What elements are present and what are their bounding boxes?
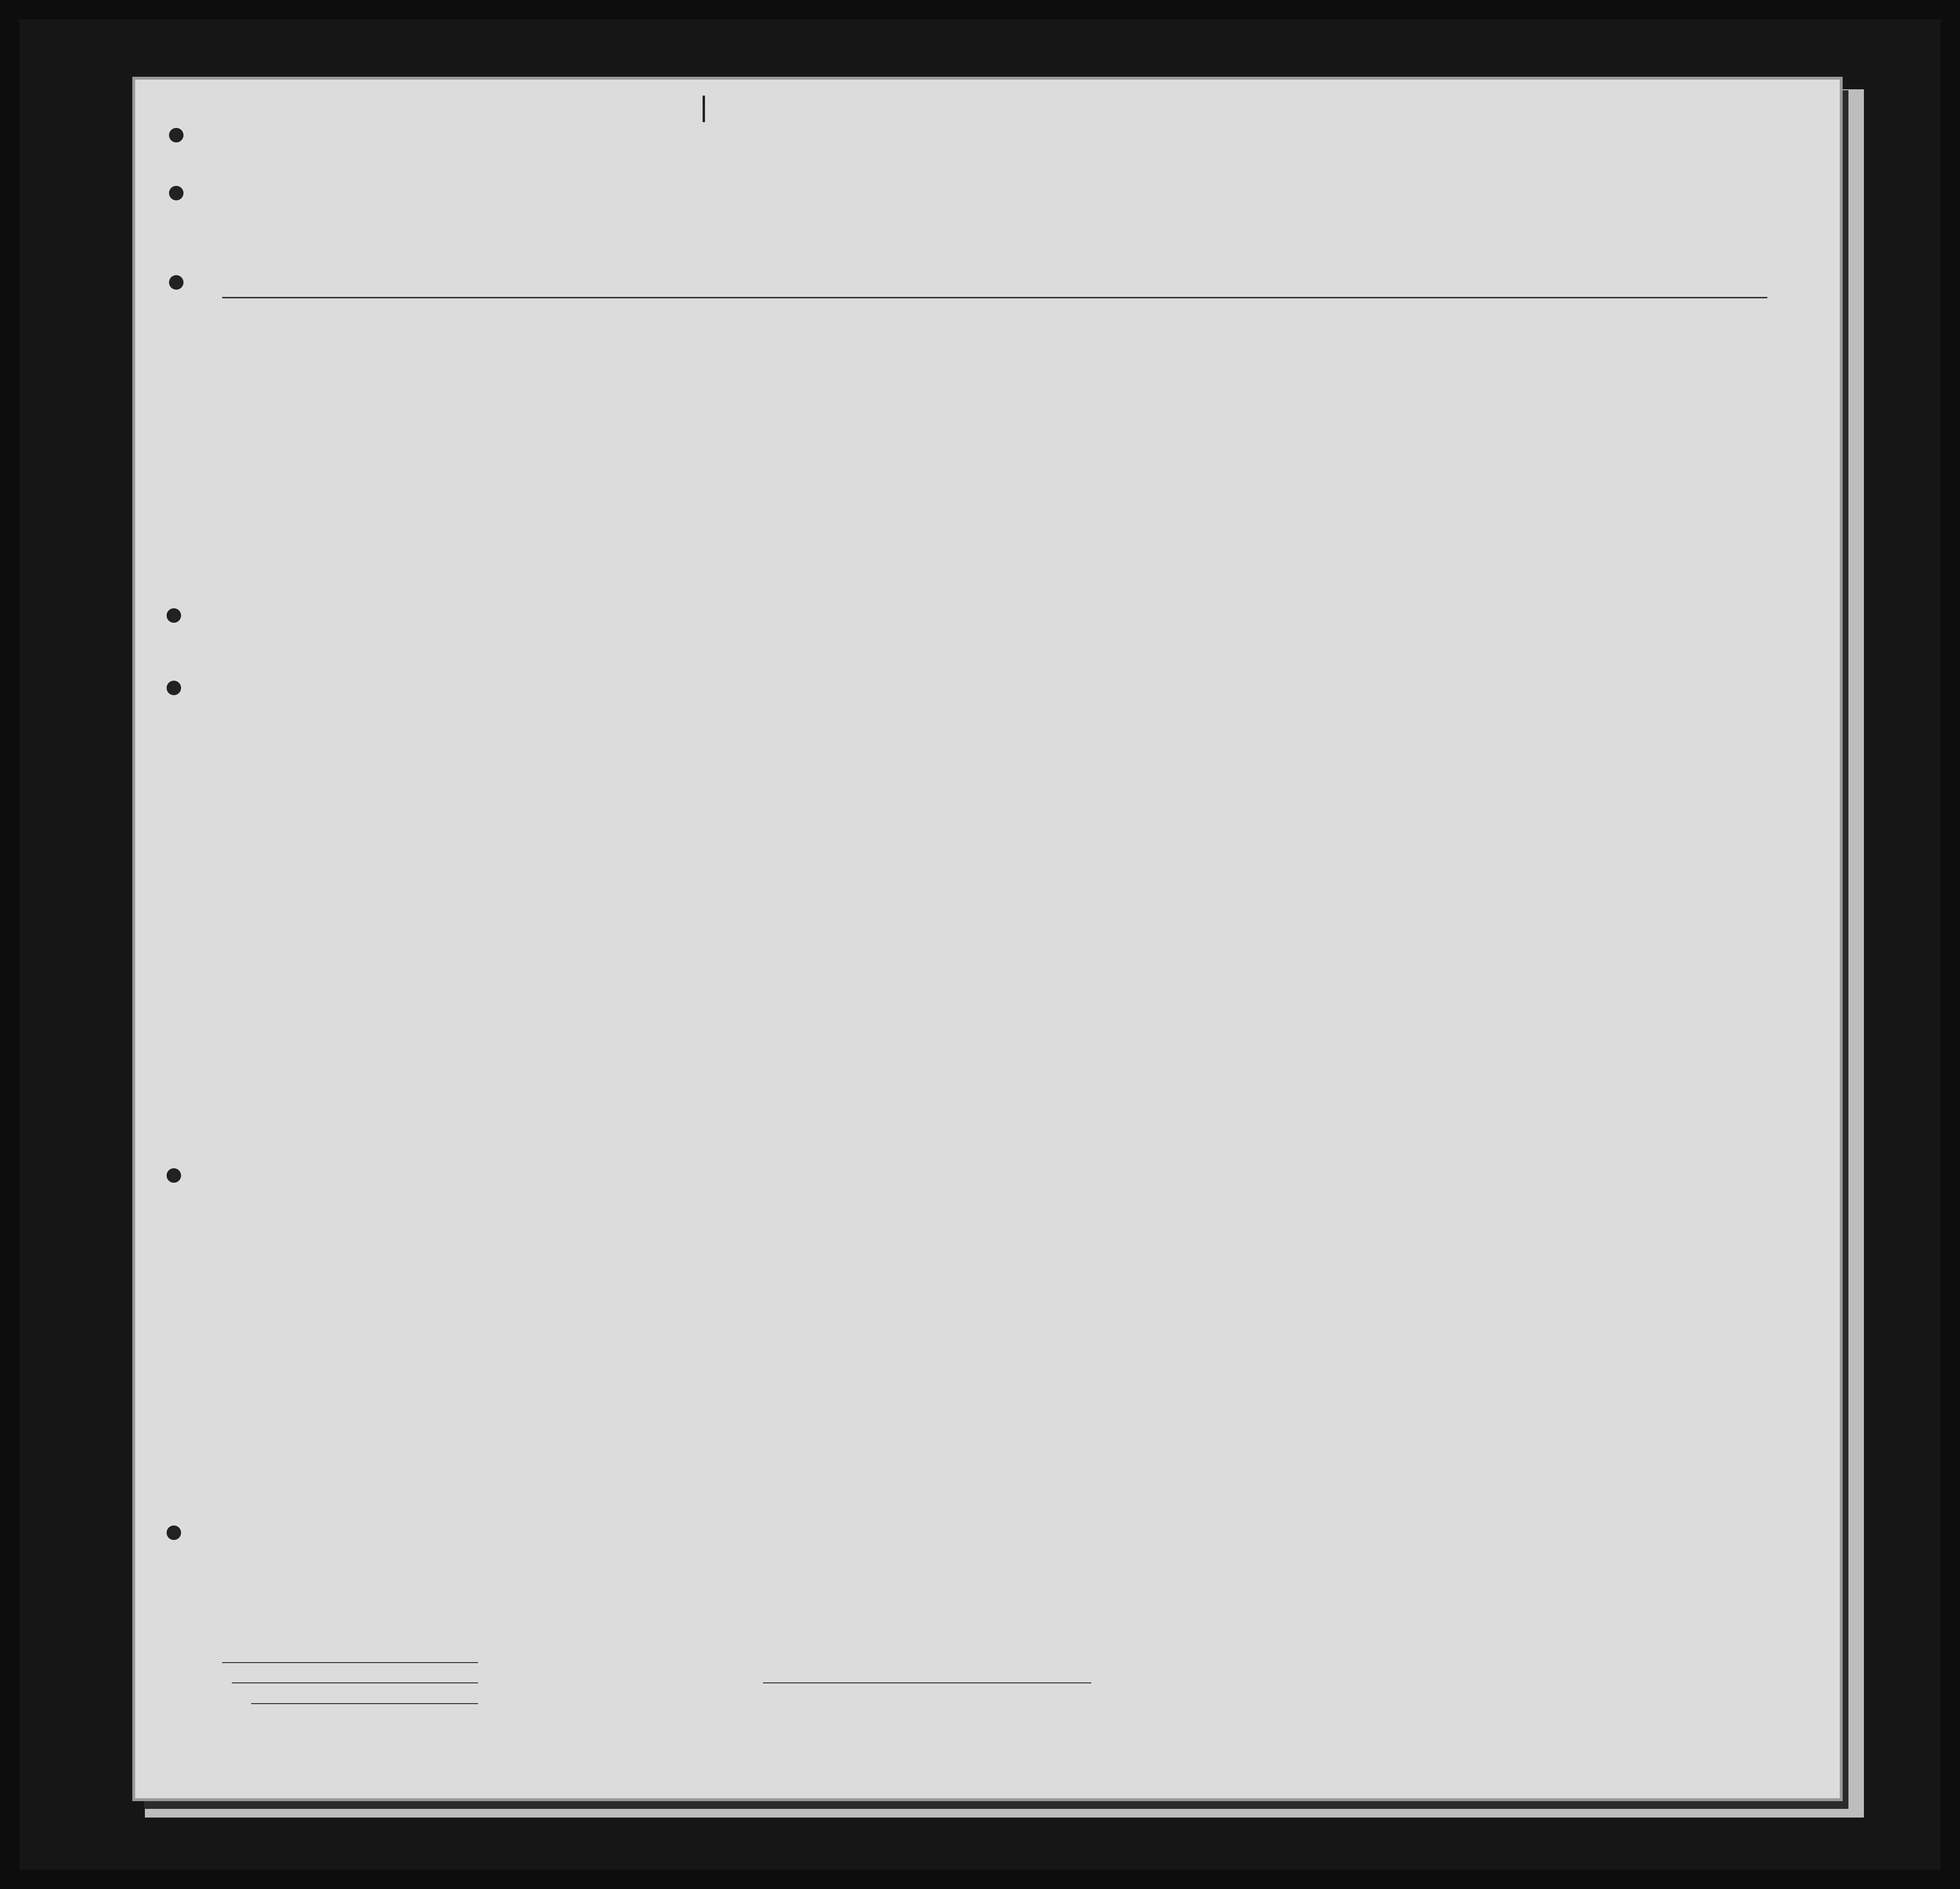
footer-owners-rule [232, 1682, 478, 1683]
footer-line-rule [222, 1662, 478, 1663]
table-grid [135, 80, 1840, 1798]
footer-agents-rule [251, 1703, 478, 1704]
signature-rule [763, 1682, 1091, 1683]
manifest-sheet [135, 80, 1840, 1798]
